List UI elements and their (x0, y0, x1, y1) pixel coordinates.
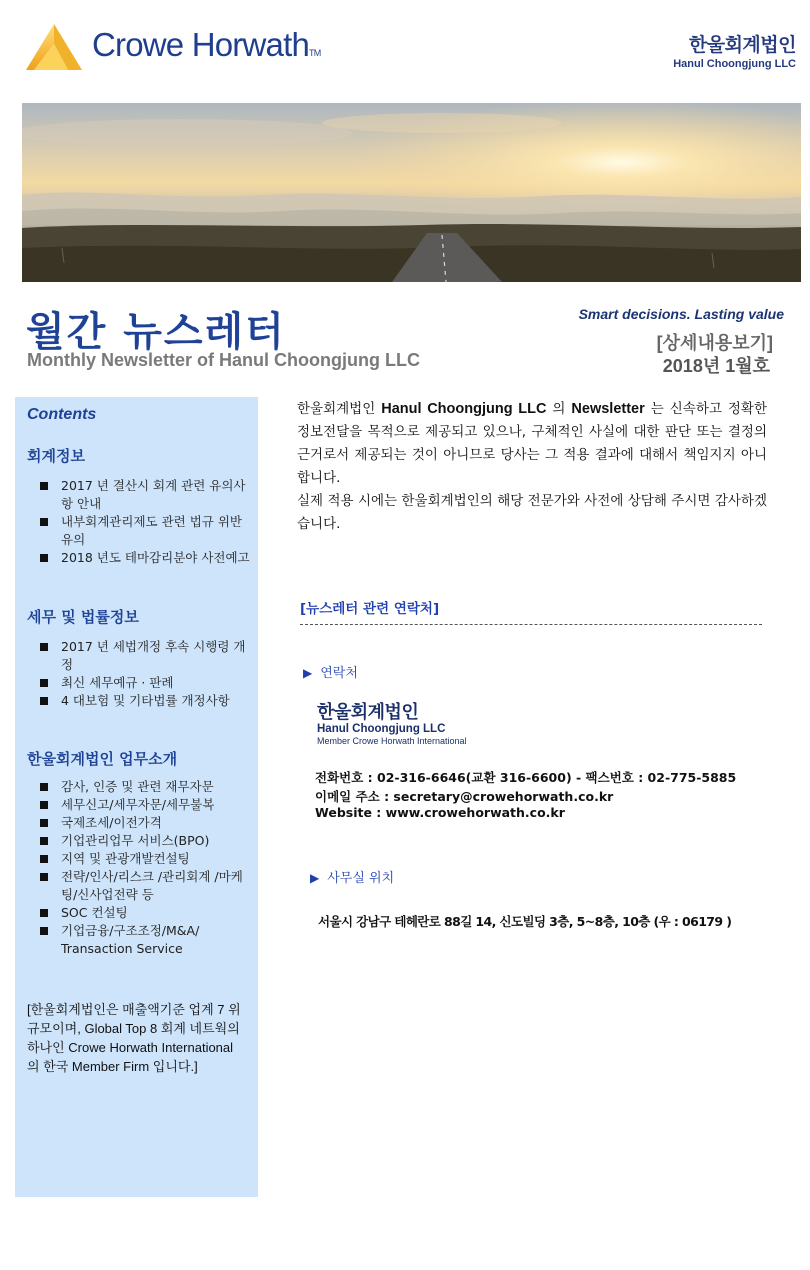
contents-sidebar (15, 397, 258, 1197)
intro-firm-en: Hanul Choongjung LLC (381, 401, 547, 417)
office-address: 서울시 강남구 테헤란로 88길 14, 신도빌딩 3층, 5~8층, 10층 (우 : 06179 ) (318, 914, 732, 929)
list-item[interactable]: 4 대보험 및 기타법률 개정사항 (35, 692, 250, 710)
right-triangle-icon: ▶ (303, 666, 313, 680)
list-item[interactable]: 2018 년도 테마감리분야 사전예고 (35, 549, 250, 567)
contents-heading: Contents (27, 406, 97, 423)
tagline: Smart decisions. Lasting value (578, 306, 784, 322)
phone-fax-line: 전화번호 : 02-316-6646(교환 316-6600) - 팩스번호 : 02-775-5885 (315, 770, 737, 785)
right-triangle-icon: ▶ (310, 871, 320, 885)
banner-photo (22, 103, 801, 282)
intro-paragraph (297, 398, 767, 536)
list-item: 감사, 인증 및 관련 재무자문 (35, 778, 250, 796)
list-item: 기업관리업무 서비스(BPO) (35, 832, 250, 850)
firm-name-ko: 한울회계법인 (688, 35, 796, 56)
hanul-logo-contact (317, 698, 467, 746)
dashed-divider (300, 624, 762, 625)
section-title-tax-law: 세무 및 법률정보 (27, 608, 139, 626)
accounting-list (35, 477, 250, 567)
list-item: SOC 컨설팅 (35, 904, 250, 922)
detail-view-link[interactable]: [상세내용보기] (656, 333, 773, 353)
list-item: 기업금융/구조조정/M&A/ Transaction Service (35, 922, 250, 958)
intro-text: 한울회계법인 (297, 401, 376, 417)
tax-law-list (35, 638, 250, 710)
list-item[interactable]: 2017 년 결산시 회계 관련 유의사항 안내 (35, 477, 250, 513)
intro-text: 는 신속하고 정확한 정보전달을 목적으로 제공되고 있으나, 구체적인 사실에 대한 판단 또는 결정의 근거로서 제공되는 것이 아니므로 당사는 그 적용 결과에 대해서 책임지지 아니합니다. (297, 401, 767, 486)
list-item: 국제조세/이전가격 (35, 814, 250, 832)
hanul-logo-top (673, 30, 796, 70)
crowe-horwath-logo[interactable] (24, 22, 344, 74)
list-item[interactable]: 내부회계관리제도 관련 법규 위반 유의 (35, 513, 250, 549)
logo-member: Member Crowe Horwath International (317, 736, 467, 746)
logo-ko: 한울회계법인 (317, 702, 419, 722)
list-item: 지역 및 관광개발컨설팅 (35, 850, 250, 868)
crowe-horwath-triangle-logo-icon (24, 22, 84, 72)
email-line[interactable]: 이메일 주소 : secretary@crowehorwath.co.kr (315, 789, 614, 804)
services-list (35, 778, 250, 958)
section-title-accounting: 회계정보 (27, 447, 85, 465)
office-subheading: ▶ 사무실 위치 (310, 871, 395, 886)
contact-heading: [뉴스레터 관련 연락처] (300, 601, 440, 617)
intro-text-consult: 실제 적용 시에는 한울회계법인의 해당 전문가와 사전에 상담해 주시면 감사하겠습니다. (297, 493, 767, 532)
intro-text: 의 (552, 401, 566, 417)
list-item: 전략/인사/리스크 /관리회계 /마케팅/신사업전략 등 (35, 868, 250, 904)
sunrise-road-image (22, 103, 801, 282)
website-line[interactable]: Website : www.crowehorwath.co.kr (315, 805, 565, 820)
firm-description-note: [한울회계법인은 매출액기준 업계 7 위 규모이며, Global Top 8 회계 네트웍의 하나인 Crowe Horwath International 의 한국 Member Firm 입니다.] (27, 1002, 241, 1074)
issue-date: 2018년 1월호 (662, 356, 770, 376)
list-item[interactable]: 2017 년 세법개정 후속 시행령 개정 (35, 638, 250, 674)
section-title-services: 한울회계법인 업무소개 (27, 750, 178, 768)
brand-name: Crowe Horwath™ (92, 26, 321, 63)
intro-newsletter: Newsletter (571, 401, 645, 417)
list-item[interactable]: 최신 세무예규 · 판례 (35, 674, 250, 692)
newsletter-title-en: Monthly Newsletter of Hanul Choongjung LLC (27, 350, 420, 370)
list-item: 세무신고/세무자문/세무불복 (35, 796, 250, 814)
firm-name-en: Hanul Choongjung LLC (673, 58, 796, 70)
newsletter-title-ko: 월간 뉴스레터 (26, 309, 286, 355)
logo-en: Hanul Choongjung LLC (317, 723, 446, 735)
contact-subheading: ▶ 연락처 (303, 666, 358, 681)
